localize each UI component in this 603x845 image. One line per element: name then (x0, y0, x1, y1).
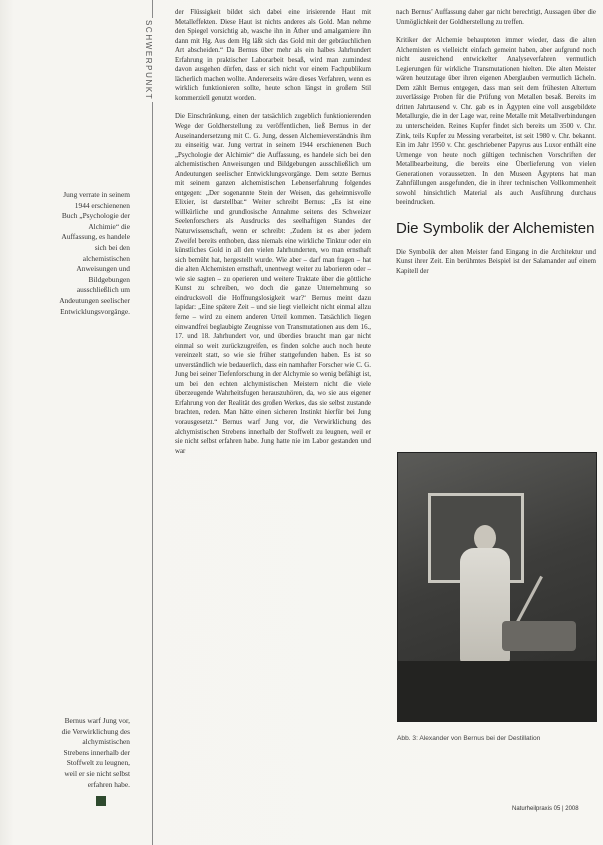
figure-caption: Abb. 3: Alexander von Bernus bei der Destillation (397, 735, 541, 742)
paragraph: Kritiker der Alchemie behaupteten immer wieder, dass die alten Alchemisten es vielleicht einfach gemeint haben, aber aufgrund noch nicht ausreichend entwickelter Analyseverfahren vermutlich Legierungen für wirkliche Transmutationen hielten. Die alten Meister wären heutzutage über ihren eigenen Aberglauben vermutlich lächeln. Dem zählt Bernus entgegen, dass man seit dem frühesten Altertum zuverlässige Proben für die Prüfung von Metallen besaß. Bereits im dritten Jahrtausend v. Chr. gab es in Ägypten eine voll ausgebildete Metallurgie, die in der Lage war, reine Metalle mit Metallverbindungen zu unterscheiden. Reines Kupfer findet sich bereits um 3500 v. Chr. Zink, teils Kupfer zu Messing verarbeitet, ist seit 1980 v. Chr. bekannt. Ein im Jahr 1950 v. Chr. geschriebener Papyrus aus Luxor enthält eine Urmenge von heute noch gültigen technischen Vorschriften der Metallbearbeitung, die bereits eine Überlieferung von vielen Generationen voraussetzen. In den Museen Ägyptens hat man Zahnfüllungen ausgefunden, die in ihrer technischen Vollkommenheit sowohl hinsichtlich Material als auch Ausführung durchaus beeindrucken. (396, 37, 596, 207)
section-heading: Die Symbolik der Alchemisten (396, 219, 595, 237)
text-column-right (396, 8, 596, 286)
section-label: SCHWERPUNKT (144, 20, 153, 101)
photo-apparatus (502, 621, 576, 651)
paragraph: Die Symbolik der alten Meister fand Eingang in die Architektur und Kunst ihrer Zeit. Ein berühmtes Beispiel ist der Salamander auf einem Kapitell der (396, 248, 596, 276)
text-column-middle (175, 8, 371, 465)
section-marker (96, 796, 106, 806)
margin-note: Bernus warf Jung vor, die Verwirklichung des alchymistischen Strebens innerhalb der Stoffwelt zu leugnen, weil er sie nicht selbst erfahren habe. (61, 716, 130, 789)
photo-ground (398, 661, 596, 721)
paragraph: nach Bernus’ Auffassung daher gar nicht berechtigt, Aussagen über die Unmöglichkeit der Goldherstellung zu treffen. (396, 9, 596, 26)
column-rule (152, 0, 153, 845)
paragraph: der Flüssigkeit bildet sich dabei eine irisierende Haut mit Metalleffekten. Diese Haut ist nichts anderes als Gold. Man nehme den Spiegel vorsichtig ab, wasche ihn in Äther und amalgamiere ihn dann mit Hg. Aus dem Hg läßt sich das Gold mit der gebräuchlichen Art abscheiden.“ Da Bernus über mehr als ein halbes Jahrhundert Erfahrung in praktischer Laborarbeit besaß, wird man zumindest davon ausgehen dürfen, dass er sich nicht vor einem Fachpublikum lächerlich machen wollte. Andererseits wäre dieses Verfahren, wenn es wirklich funktionieren sollte, heute schon längst in großem Stil kommerziell genutzt worden. (175, 9, 371, 102)
page-footer: Naturheilpraxis 05 | 2008 (512, 806, 579, 812)
photo-figure (397, 452, 597, 722)
paragraph: Die Einschränkung, einen der tatsächlich zugeblich funktionierenden Wege der Goldherstellung zu veröffentlichen, ließ Bernus in der Auseinandersetzung mit C. G. Jung, dessen Alchemieverständnis ihm zu einseitig war. Jung vertrat in seinem 1944 erschienenen Buch „Psychologie der Alchimie“ die Auffassung, es handele sich bei den alchemistischen Anweisungen und Bildgebungen ausschließlich um Andeutungen seelischer Entwicklungsvorgänge. Dem setzte Bernus mit seinem ganzen alchemistischen Lebenserfahrung folgendes entgegen: „Der sogenannte Stein der Weisen, das geheimnisvolle Elixier, ist darstellbar.“ Weiter schreibt Bernus: „Es ist eine willkürliche und grundlosische Annahme seitens des Schweizer Seelenforschers als Ausdrucks des seelhaftigen Standes der Naturwissenschaft, wenn er schreibt: ‚Zudem ist es aber jedem Zweifel bereits enthoben, dass niemals eine wirkliche Tinktur oder ein künstliches Gold in all den vielen Jahrhunderten, wo man ernsthaft sich bemüht hat, hergestellt wurde. Wie aber – darf man fragen – hat die alten Alchemisten ernsthaft, unentwegt weiter zu laborieren oder – wie sie sagten – zu operieren und weitere Traktate über die göttliche Kunst zu schreiben, wo doch die ganze Unternehmung so eindrucksvoll die Hoffnungslosigkeit war?‘ Bernus meint dazu lapidar: „Eine spätere Zeit – und sie liegt vielleicht nicht einmal allzu ferne – wird zu einem anderen Urteil kommen. Tatsächlich liegen einwandfrei beglaubigte Zeugnisse von Transmutationen aus dem 16., 17. und 18. Jahrhundert vor, und überdies braucht man gar nicht einmal so weit zurückzugreifen, es finden solche auch noch heute vereinzelt statt, so wie sie früher stattgefunden haben. Es ist so unverständlich wie bedauerlich, dass ein namhafter Forscher wie C. G. Jung bei seiner Tiefenforschung in der Alchymie so wenig befähigt ist, um bei den echten alchymistischen Meistern nicht die viele überzeugende Wahrheitsfugen herauszuhören, da, wo sie aus eigener Erfahrung von der Realität des großen Werkes, das sie selbst zustande brachten, reden. Man hätte einen sicheren Instinkt hierfür bei Jung vorausgesetzt.“ Bernus warf Jung vor, die Verwirklichung des alchymistischen Strebens innerhalb der Stoffwelt zu leugnen, weil er sie nicht selbst erfahren habe. Jung hatte nie im Labor gestanden und war (175, 113, 371, 455)
margin-note: Jung verrate in seinem 1944 erschienenen Buch „Psychologie der Alchimie“ die Auffassung, es handele sich bei den alchemistischen Anweisungen und Bildgebungen ausschließlich um Andeutungen seelischer Entwicklungsvorgänge. (59, 190, 130, 316)
